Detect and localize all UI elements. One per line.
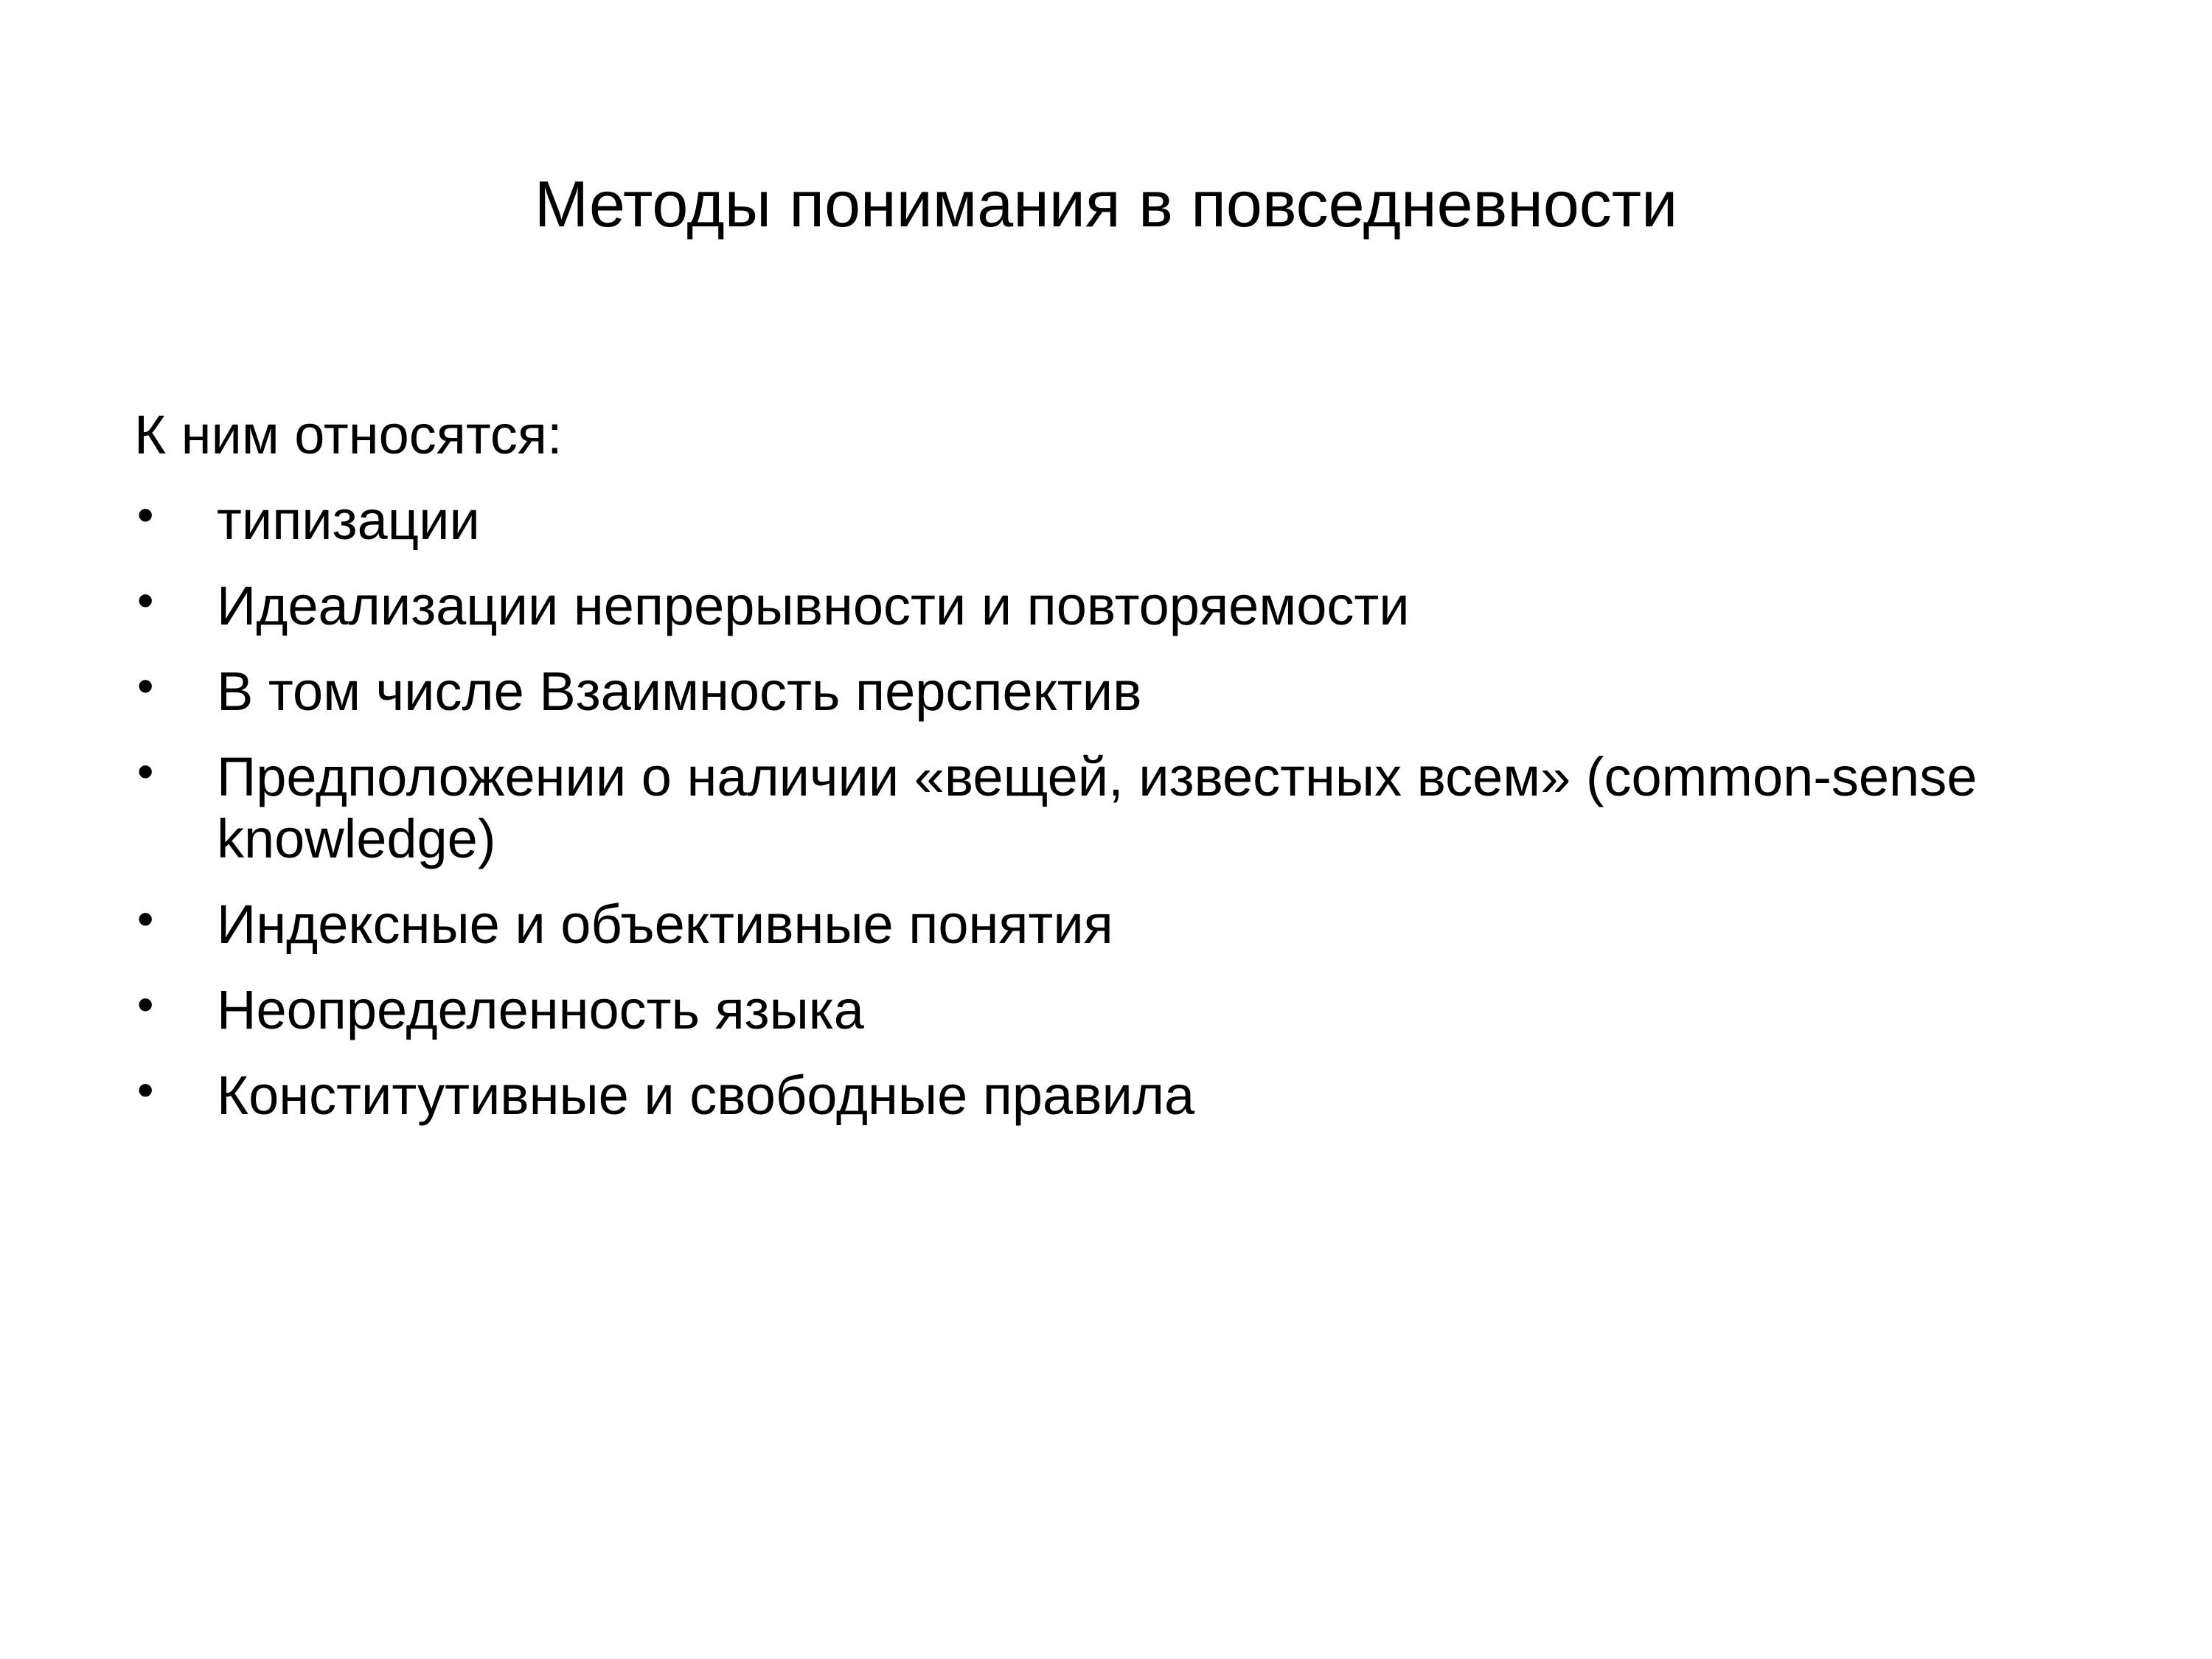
list-item-text: типизации [217, 490, 480, 551]
bullet-icon: • [137, 488, 154, 541]
list-item-text: Индексные и объективные понятия [217, 894, 1113, 955]
bullet-icon: • [137, 745, 154, 798]
list-item [134, 979, 2081, 1041]
bullet-icon: • [137, 659, 154, 712]
bullet-icon: • [137, 1063, 154, 1116]
list-item-text: Предположении о наличии «вещей, известных всем» (common-sense knowledge) [217, 746, 1978, 869]
list-item [134, 490, 2081, 552]
intro-text: К ним относятся: [134, 404, 563, 465]
slide-title: Методы понимания в повседневности [534, 167, 1678, 240]
list-item [134, 575, 2081, 637]
list-item-text: Неопределенность языка [217, 979, 864, 1040]
bullet-icon: • [137, 574, 154, 627]
slide-content [134, 404, 2081, 1150]
bullet-list [134, 490, 2081, 1127]
bullet-icon: • [137, 978, 154, 1031]
list-item-text: Идеализации непрерывности и повторяемости [217, 575, 1410, 636]
list-item [134, 661, 2081, 723]
list-item-text: В том числе Взаимность перспектив [217, 661, 1142, 722]
bullet-icon: • [137, 892, 154, 945]
list-item-text: Конститутивные и свободные правила [217, 1065, 1195, 1126]
list-item [134, 1065, 2081, 1127]
list-item [134, 746, 2081, 870]
list-item [134, 894, 2081, 956]
